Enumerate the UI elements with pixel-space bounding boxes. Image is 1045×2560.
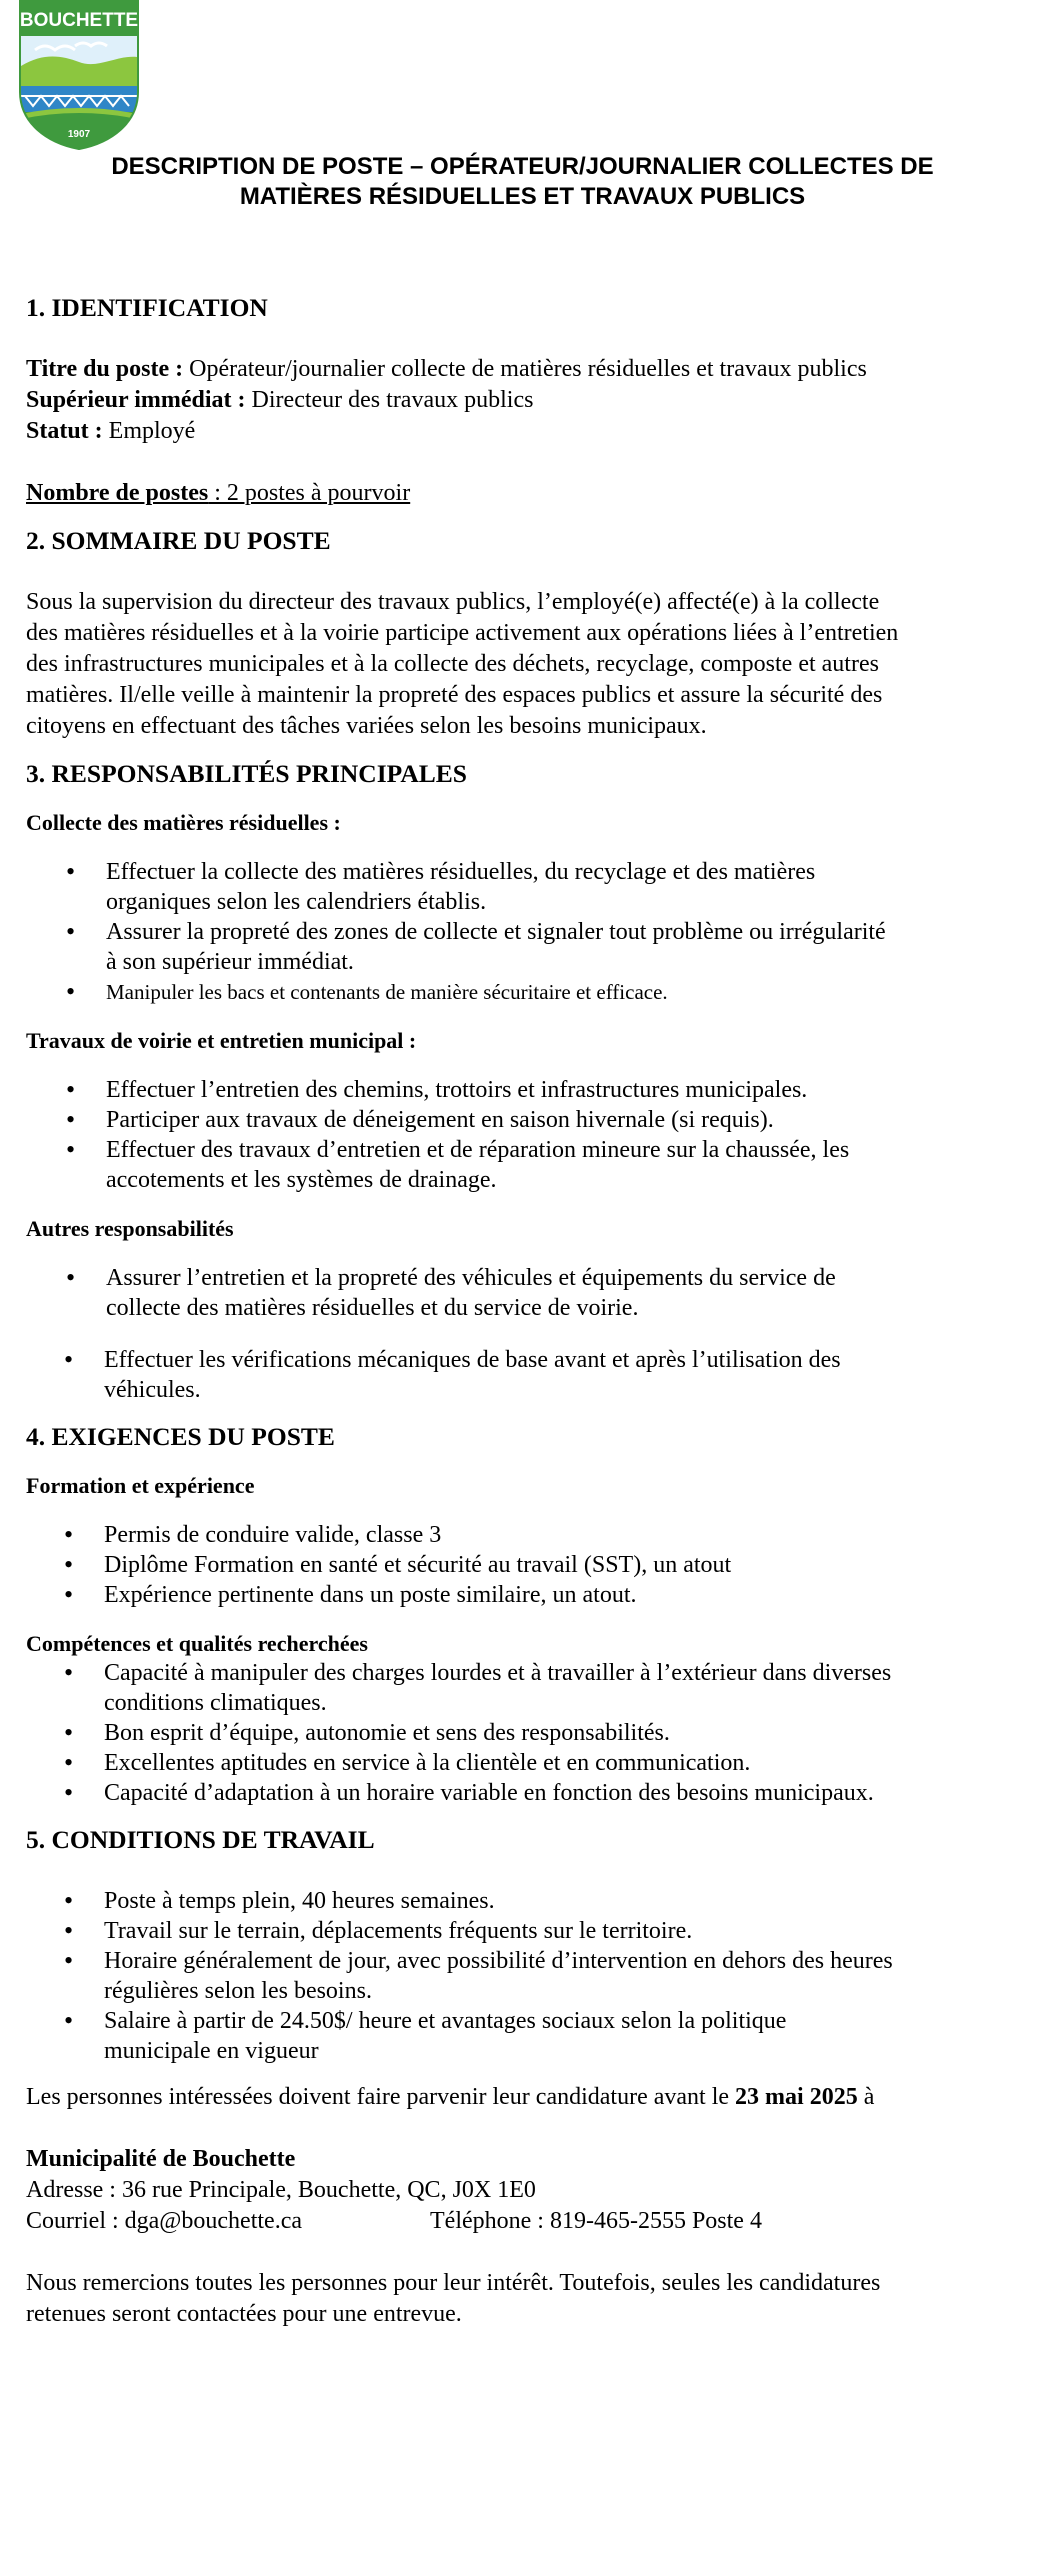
section-heading-sommaire: 2. SOMMAIRE DU POSTE — [26, 526, 331, 555]
list-item: • Excellentes aptitudes en service à la clientèle et en communication. — [26, 1748, 1011, 1778]
title-line-1: DESCRIPTION DE POSTE – OPÉRATEUR/JOURNALIER COLLECTES DE — [111, 153, 934, 180]
statut-value: Employé — [102, 418, 196, 444]
nombre-postes-line — [26, 478, 1011, 509]
poste-title-label: Titre du poste : — [26, 356, 184, 382]
list-item: • Travail sur le terrain, déplacements fréquents sur le territoire. — [26, 1916, 1011, 1946]
logo-year: 1907 — [67, 129, 91, 140]
logo-name: BOUCHETTE — [19, 10, 139, 31]
list-competences — [26, 1658, 1011, 1808]
section-heading-exigences: 4. EXIGENCES DU POSTE — [26, 1422, 335, 1451]
section-heading-conditions: 5. CONDITIONS DE TRAVAIL — [26, 1825, 375, 1854]
list-formation — [26, 1520, 1011, 1610]
statut-label: Statut : — [26, 418, 103, 444]
superieur-value: Directeur des travaux publics — [245, 387, 534, 413]
subheading-collecte: Collecte des matières résiduelles : — [26, 810, 341, 835]
list-autres-2 — [26, 1345, 1011, 1405]
subheading-formation: Formation et expérience — [26, 1473, 255, 1498]
list-item: • Diplôme Formation en santé et sécurité au travail (SST), un atout — [26, 1550, 1011, 1580]
list-item: • Salaire à partir de 24.50$/ heure et avantages sociaux selon la politique municipale en vigueur — [26, 2006, 1011, 2066]
closing-line-2: retenues seront contactées pour une entrevue. — [26, 2301, 462, 2327]
list-item: • Effectuer des travaux d’entretien et de réparation mineure sur la chaussée, les accotements et les systèmes de drainage. — [26, 1135, 1011, 1195]
list-item: • Poste à temps plein, 40 heures semaines. — [26, 1886, 1011, 1916]
bouchette-logo — [15, 0, 143, 150]
page-title — [40, 152, 1005, 212]
contact-line — [26, 2206, 1011, 2237]
list-item: • Permis de conduire valide, classe 3 — [26, 1520, 1011, 1550]
contact-telephone: Téléphone : 819-465-2555 Poste 4 — [430, 2208, 762, 2234]
list-item: • Effectuer l’entretien des chemins, trottoirs et infrastructures municipales. — [26, 1075, 1011, 1105]
subheading-competences: Compétences et qualités recherchées — [26, 1631, 368, 1656]
poste-title-line — [26, 354, 1011, 385]
list-conditions — [26, 1886, 1011, 2066]
section-heading-identification: 1. IDENTIFICATION — [26, 293, 268, 322]
poste-title-value: Opérateur/journalier collecte de matières résiduelles et travaux publics — [183, 356, 867, 382]
list-collecte — [26, 857, 1011, 1007]
list-item: • Bon esprit d’équipe, autonomie et sens des responsabilités. — [26, 1718, 1011, 1748]
nombre-postes-value: : 2 postes à pourvoir — [208, 480, 411, 506]
candidature-line: Les personnes intéressées doivent faire parvenir leur candidature avant le 23 mai 2025 à — [26, 2084, 875, 2110]
list-item: • Capacité à manipuler des charges lourdes et à travailler à l’extérieur dans diverses conditions climatiques. — [26, 1658, 1011, 1718]
sommaire-line: citoyens en effectuant des tâches variées selon les besoins municipaux. — [26, 713, 707, 739]
list-item: • Expérience pertinente dans un poste similaire, un atout. — [26, 1580, 1011, 1610]
list-autres — [26, 1263, 1011, 1323]
subheading-autres: Autres responsabilités — [26, 1216, 234, 1241]
list-item: • Assurer l’entretien et la propreté des véhicules et équipements du service de collecte des matières résiduelles et du service de voirie. — [26, 1263, 1011, 1323]
list-item: • Participer aux travaux de déneigement en saison hivernale (si requis). — [26, 1105, 1011, 1135]
contact-org: Municipalité de Bouchette — [26, 2146, 296, 2172]
superieur-label: Supérieur immédiat : — [26, 387, 246, 413]
list-item: • Horaire généralement de jour, avec possibilité d’intervention en dehors des heures régulières selon les besoins. — [26, 1946, 1011, 2006]
list-voirie — [26, 1075, 1011, 1195]
contact-adresse: Adresse : 36 rue Principale, Bouchette, QC, J0X 1E0 — [26, 2177, 536, 2203]
list-item: • Capacité d’adaptation à un horaire variable en fonction des besoins municipaux. — [26, 1778, 1011, 1808]
list-item: • Effectuer les vérifications mécaniques de base avant et après l’utilisation des véhicules. — [26, 1345, 1011, 1405]
list-item: • Effectuer la collecte des matières résiduelles, du recyclage et des matières organiques selon les calendriers établis. — [26, 857, 1011, 917]
statut-line — [26, 416, 1011, 447]
closing-line-1: Nous remercions toutes les personnes pour leur intérêt. Toutefois, seules les candidatures — [26, 2270, 881, 2296]
nombre-postes-label: Nombre de postes — [26, 480, 209, 506]
title-line-2: MATIÈRES RÉSIDUELLES ET TRAVAUX PUBLICS — [239, 183, 806, 210]
sommaire-line: des infrastructures municipales et à la collecte des déchets, recyclage, composte et autres — [26, 651, 879, 677]
sommaire-line: des matières résiduelles et à la voirie participe activement aux opérations liées à l’entretien — [26, 620, 899, 646]
superieur-line — [26, 385, 1011, 416]
sommaire-line: Sous la supervision du directeur des travaux publics, l’employé(e) affecté(e) à la collecte — [26, 589, 880, 615]
sommaire-line: matières. Il/elle veille à maintenir la propreté des espaces publics et assure la sécurité des — [26, 682, 883, 708]
list-item: • Assurer la propreté des zones de collecte et signaler tout problème ou irrégularité à son supérieur immédiat. — [26, 917, 1011, 977]
deadline-date: 23 mai 2025 — [735, 2084, 858, 2110]
list-item: • Manipuler les bacs et contenants de manière sécuritaire et efficace. — [26, 977, 1011, 1007]
contact-courriel: Courriel : dga@bouchette.ca — [26, 2208, 302, 2234]
section-heading-responsabilites: 3. RESPONSABILITÉS PRINCIPALES — [26, 759, 467, 788]
subheading-voirie: Travaux de voirie et entretien municipal : — [26, 1028, 417, 1053]
document-body — [26, 292, 1011, 2330]
